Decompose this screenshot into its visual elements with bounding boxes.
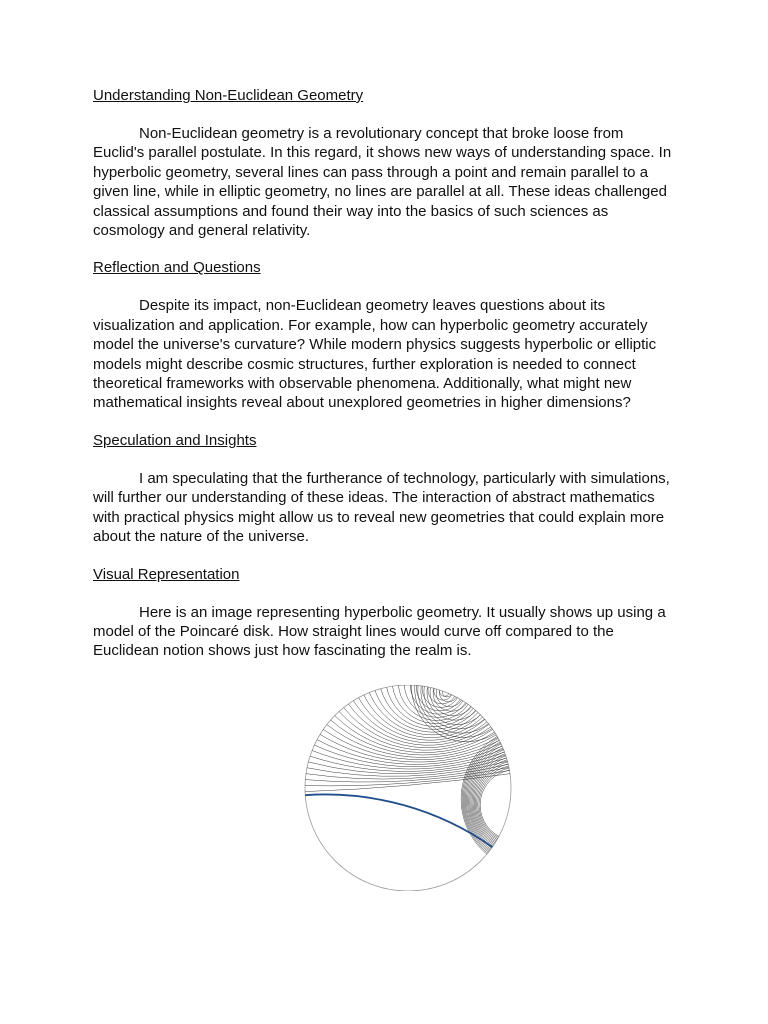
geodesic-line — [427, 687, 476, 720]
section-heading: Visual Representation — [93, 565, 240, 583]
section-paragraph: Non-Euclidean geometry is a revolutionary concept that broke loose from Euclid's parallel postulate. In this regard, it shows new ways of understanding space. In hyperbolic geometry, several lines can pass through a point and remain parallel to a given line, while in elliptic geometry, no lines are parallel at all. These ideas challenged classical assumptions and found their way into the basics of such sciences as cosmology and general relativity. — [93, 125, 672, 240]
section-visual — [93, 565, 678, 661]
section-speculation — [93, 431, 678, 547]
geodesic-line — [421, 686, 485, 729]
section-paragraph: I am speculating that the furtherance of technology, particularly with simulations, will further our understanding of these ideas. The interaction of abstract mathematics with practical physics might allow us to reveal new geometries that could explain more about the nature of the universe. — [93, 469, 670, 546]
section-understanding — [93, 86, 678, 240]
geodesic-line — [305, 767, 509, 782]
geodesic-line — [320, 734, 501, 762]
geodesic-line — [381, 689, 476, 730]
geodesic-fan — [305, 685, 510, 854]
disk-boundary — [305, 685, 511, 891]
section-paragraph: Here is an image representing hyperbolic geometry. It usually shows up using a model of the Poincaré disk. How straight lines would curve off compared to the Euclidean notion shows just how fascinating the realm is. — [93, 603, 666, 660]
geodesic-line — [477, 764, 509, 840]
section-paragraph: Despite its impact, non-Euclidean geometry leaves questions about its visualization and application. For example, how can hyperbolic geometry accurately model the universe's curvature? While modern physics suggests hyperbolic or elliptic models might describe cosmic structures, further exploration is needed to connect theoretical frameworks with observable phenomena. Additionally, what might new mathematical insights reveal about unexplored geometries in higher dimensions? — [93, 297, 657, 412]
geodesic-line — [478, 766, 509, 839]
section-heading: Understanding Non-Euclidean Geometry — [93, 87, 364, 104]
section-heading: Speculation and Insights — [93, 431, 257, 449]
poincare-disk-illustration — [300, 685, 516, 891]
document-body — [93, 86, 678, 679]
section-heading: Reflection and Questions — [93, 259, 261, 277]
section-reflection — [93, 258, 678, 412]
poincare-disk-figure — [300, 685, 516, 891]
